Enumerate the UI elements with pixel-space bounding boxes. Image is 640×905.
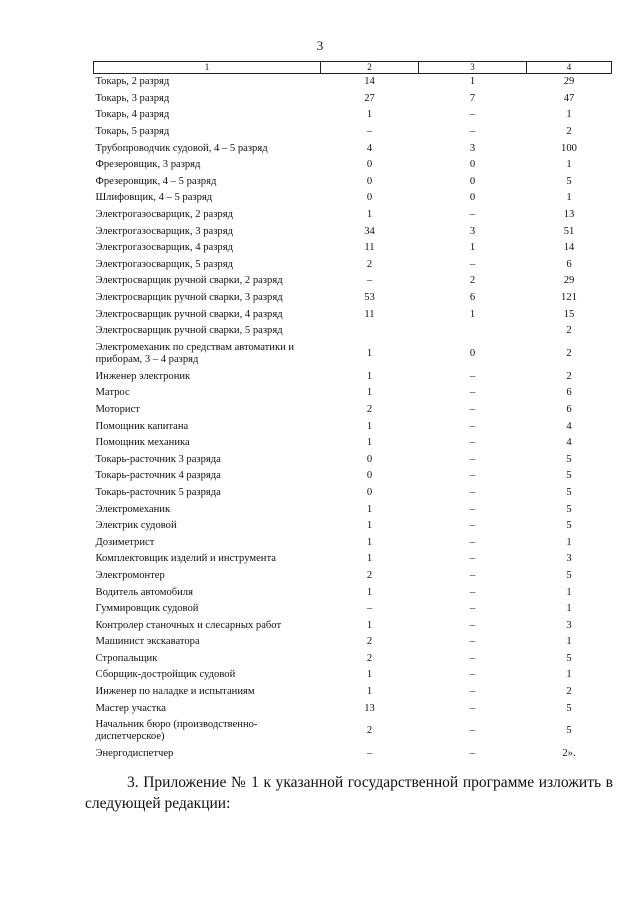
value-cell: – (469, 258, 476, 270)
value-cell: 1 (366, 669, 373, 681)
value-cell: – (469, 603, 476, 615)
table-row (94, 257, 612, 274)
value-cell: 4 (366, 142, 373, 154)
table-row (94, 369, 612, 386)
value-cell: – (469, 109, 476, 121)
value-cell: 1 (566, 603, 572, 615)
table-row (94, 273, 612, 290)
position-name-cell: Токарь, 2 разряд (95, 76, 170, 88)
value-cell: 51 (563, 225, 575, 237)
value-cell: 1 (366, 686, 373, 698)
value-cell: 5 (566, 470, 572, 482)
position-name-cell: Машинист экскаватора (95, 636, 200, 648)
value-cell: 2 (366, 652, 373, 664)
value-cell: 6 (566, 258, 572, 270)
table-row (94, 435, 612, 452)
table-row (94, 601, 612, 618)
position-name-cell: Электромеханик по средствам автоматики и приборам, 3 – 4 разряд (95, 342, 295, 365)
value-cell: 1 (366, 109, 373, 121)
position-name-cell: Токарь, 3 разряд (95, 92, 170, 104)
value-cell: – (469, 126, 476, 138)
value-cell: 0 (366, 486, 373, 498)
value-cell: 5 (566, 175, 572, 187)
table-row (94, 223, 612, 240)
table-row (94, 74, 612, 91)
table-row (94, 534, 612, 551)
position-name-cell: Матрос (95, 387, 130, 399)
table-row (94, 157, 612, 174)
value-cell: 2 (366, 258, 373, 270)
value-cell: 1 (566, 586, 572, 598)
value-cell: 1 (366, 520, 373, 532)
value-cell: – (366, 126, 373, 138)
table-row (94, 468, 612, 485)
table-row (94, 700, 612, 717)
position-name-cell: Трубопроводчик судовой, 4 – 5 разряд (95, 142, 268, 154)
value-cell: 1 (366, 420, 373, 432)
value-cell: 1 (366, 553, 373, 565)
value-cell: 53 (364, 292, 375, 304)
column-header: 1 (94, 62, 321, 74)
value-cell: 121 (561, 292, 577, 304)
table-row (94, 684, 612, 701)
table-row (94, 518, 612, 535)
table-row (94, 617, 612, 634)
value-cell: 1 (469, 76, 476, 88)
value-cell: 2 (566, 348, 572, 359)
value-cell: 1 (469, 308, 476, 320)
position-name-cell: Токарь-расточник 3 разряда (95, 453, 221, 465)
value-cell: – (469, 453, 476, 465)
position-name-cell: Мастер участка (95, 702, 166, 714)
value-cell: – (469, 619, 476, 631)
position-name-cell: Электрогазосварщик, 5 разряд (95, 258, 233, 270)
table-row (94, 340, 612, 369)
value-cell: 14 (563, 242, 575, 254)
value-cell: 4 (566, 420, 572, 432)
position-name-cell: Электросварщик ручной сварки, 5 разряд (95, 325, 283, 337)
value-cell: – (366, 748, 373, 760)
value-cell: – (469, 209, 476, 221)
position-name-cell: Дозиметрист (95, 536, 155, 548)
value-cell: 0 (469, 175, 476, 187)
value-cell: – (469, 420, 476, 432)
position-name-cell: Гуммировщик судовой (95, 603, 199, 615)
position-name-cell: Токарь, 5 разряд (95, 126, 170, 138)
position-name-cell: Контролер станочных и слесарных работ (95, 619, 282, 631)
value-cell: 6 (566, 403, 572, 415)
table-row (94, 402, 612, 419)
value-cell: 0 (469, 348, 476, 359)
table-row (94, 107, 612, 124)
position-name-cell: Токарь-расточник 4 разряда (95, 470, 221, 482)
value-cell: 0 (366, 192, 373, 204)
value-cell: 1 (366, 437, 373, 449)
value-cell: 1 (366, 503, 373, 515)
position-name-cell: Стропальщик (95, 652, 158, 664)
value-cell: 2 (366, 636, 373, 648)
position-name-cell: Электрик судовой (95, 520, 177, 532)
value-cell: 47 (563, 92, 575, 104)
value-cell: 2 (566, 325, 572, 337)
position-name-cell: Электросварщик ручной сварки, 2 разряд (95, 275, 283, 287)
position-name-cell: Инженер электроник (95, 370, 191, 382)
value-cell: 0 (366, 470, 373, 482)
table-row (94, 501, 612, 518)
value-cell: 1 (366, 619, 373, 631)
value-cell: 1 (366, 586, 373, 598)
value-cell: 1 (566, 636, 572, 648)
value-cell: 1 (366, 387, 373, 399)
table-row (94, 124, 612, 141)
value-cell: 1 (366, 536, 373, 548)
value-cell: 1 (566, 669, 572, 681)
position-name-cell: Моторист (95, 403, 140, 415)
value-cell: 2 (566, 686, 572, 698)
value-cell: 29 (563, 76, 575, 88)
value-cell: 0 (366, 175, 373, 187)
value-cell: 3 (469, 142, 476, 154)
position-name-cell: Токарь, 4 разряд (95, 109, 170, 121)
value-cell: 5 (566, 453, 572, 465)
table-row (94, 306, 612, 323)
table-row (94, 190, 612, 207)
value-cell: – (469, 536, 476, 548)
table-row (94, 485, 612, 502)
value-cell: 5 (566, 520, 572, 532)
value-cell: 2 (566, 370, 572, 382)
table-row (94, 717, 612, 746)
table-row (94, 746, 612, 763)
value-cell: 2 (366, 403, 373, 415)
value-cell: – (469, 748, 476, 760)
value-cell: 6 (469, 292, 476, 304)
position-name-cell: Инженер по наладке и испытаниям (95, 686, 255, 698)
value-cell: 5 (566, 702, 572, 714)
column-header: 2 (321, 62, 419, 74)
value-cell: 4 (566, 437, 572, 449)
position-name-cell: Фрезеровщик, 4 – 5 разряд (95, 175, 217, 187)
position-name-cell: Электросварщик ручной сварки, 4 разряд (95, 308, 283, 320)
value-cell: 15 (563, 308, 575, 320)
value-cell: 5 (566, 725, 572, 737)
value-cell: – (469, 686, 476, 698)
value-cell: – (469, 652, 476, 664)
page-number: 3 (316, 38, 324, 53)
value-cell: 3 (469, 225, 476, 237)
table-row (94, 290, 612, 307)
value-cell: 5 (566, 652, 572, 664)
position-name-cell: Электрогазосварщик, 4 разряд (95, 242, 233, 254)
value-cell: 2 (469, 275, 476, 287)
position-name-cell: Помощник механика (95, 437, 190, 449)
value-cell: 2». (562, 748, 576, 760)
value-cell: – (469, 503, 476, 515)
body-paragraph: 3. Приложение № 1 к указанной государственной программе изложить в следующей редакции: (85, 774, 613, 812)
value-cell (419, 323, 527, 340)
position-name-cell: Помощник капитана (95, 420, 189, 432)
value-cell: 2 (366, 725, 373, 737)
table-row (94, 385, 612, 402)
value-cell: 100 (561, 142, 577, 154)
value-cell: 0 (366, 453, 373, 465)
staffing-table (93, 61, 612, 763)
column-header: 3 (419, 62, 527, 74)
value-cell: – (469, 486, 476, 498)
table-row (94, 140, 612, 157)
value-cell: 5 (566, 569, 572, 581)
position-name-cell: Начальник бюро (производственно-диспетчерское) (95, 719, 258, 743)
position-name-cell: Шлифовщик, 4 – 5 разряд (95, 192, 213, 204)
value-cell: 14 (364, 76, 375, 88)
value-cell: 34 (364, 225, 375, 237)
value-cell: – (469, 403, 476, 415)
value-cell: – (469, 387, 476, 399)
value-cell: 1 (566, 536, 572, 548)
position-name-cell: Сборщик-достройщик судовой (95, 669, 236, 681)
value-cell: 11 (364, 308, 375, 320)
value-cell: 1 (566, 192, 572, 204)
value-cell: – (469, 520, 476, 532)
table-body (94, 74, 612, 763)
column-header: 4 (527, 62, 612, 74)
position-name-cell: Фрезеровщик, 3 разряд (95, 159, 201, 171)
value-cell: – (469, 669, 476, 681)
value-cell: – (469, 725, 476, 737)
value-cell: – (366, 603, 373, 615)
value-cell: 5 (566, 503, 572, 515)
value-cell: 0 (366, 159, 373, 171)
table-row (94, 584, 612, 601)
table-row (94, 451, 612, 468)
value-cell: – (469, 553, 476, 565)
value-cell: – (469, 437, 476, 449)
table-row (94, 174, 612, 191)
value-cell: – (469, 586, 476, 598)
table-row (94, 323, 612, 340)
value-cell: 2 (366, 569, 373, 581)
value-cell: 11 (364, 242, 375, 254)
position-name-cell: Электромеханик (95, 503, 171, 515)
table-row (94, 207, 612, 224)
table-row (94, 651, 612, 668)
value-cell: 1 (366, 348, 373, 359)
value-cell: 0 (469, 159, 476, 171)
value-cell: – (469, 636, 476, 648)
value-cell: 0 (469, 192, 476, 204)
value-cell: 13 (563, 209, 575, 221)
value-cell (321, 323, 419, 340)
value-cell: 29 (563, 275, 575, 287)
position-name-cell: Токарь-расточник 5 разряда (95, 486, 221, 498)
table-row (94, 240, 612, 257)
value-cell: – (366, 275, 373, 287)
value-cell: 1 (366, 209, 373, 221)
value-cell: 1 (566, 109, 572, 121)
value-cell: 5 (566, 486, 572, 498)
value-cell: 1 (566, 159, 572, 171)
position-name-cell: Водитель автомобиля (95, 586, 193, 598)
value-cell: – (469, 569, 476, 581)
value-cell: 3 (566, 619, 572, 631)
table-row (94, 91, 612, 108)
position-name-cell: Энергодиспетчер (95, 748, 174, 760)
value-cell: – (469, 370, 476, 382)
value-cell: 6 (566, 387, 572, 399)
value-cell: 2 (566, 126, 572, 138)
value-cell: 1 (469, 242, 476, 254)
position-name-cell: Электрогазосварщик, 2 разряд (95, 209, 233, 221)
value-cell: 27 (364, 92, 375, 104)
value-cell: 7 (469, 92, 476, 104)
table-row (94, 634, 612, 651)
position-name-cell: Электросварщик ручной сварки, 3 разряд (95, 292, 283, 304)
table-row (94, 551, 612, 568)
value-cell: 1 (366, 370, 373, 382)
position-name-cell: Электромонтер (95, 569, 165, 581)
value-cell: – (469, 702, 476, 714)
value-cell: 3 (566, 553, 572, 565)
table-row (94, 568, 612, 585)
position-name-cell: Электрогазосварщик, 3 разряд (95, 225, 233, 237)
position-name-cell: Комплектовщик изделий и инструмента (95, 553, 276, 565)
table-header-row (94, 62, 612, 74)
value-cell: – (469, 470, 476, 482)
table-row (94, 418, 612, 435)
table-row (94, 667, 612, 684)
value-cell: 13 (364, 702, 375, 714)
